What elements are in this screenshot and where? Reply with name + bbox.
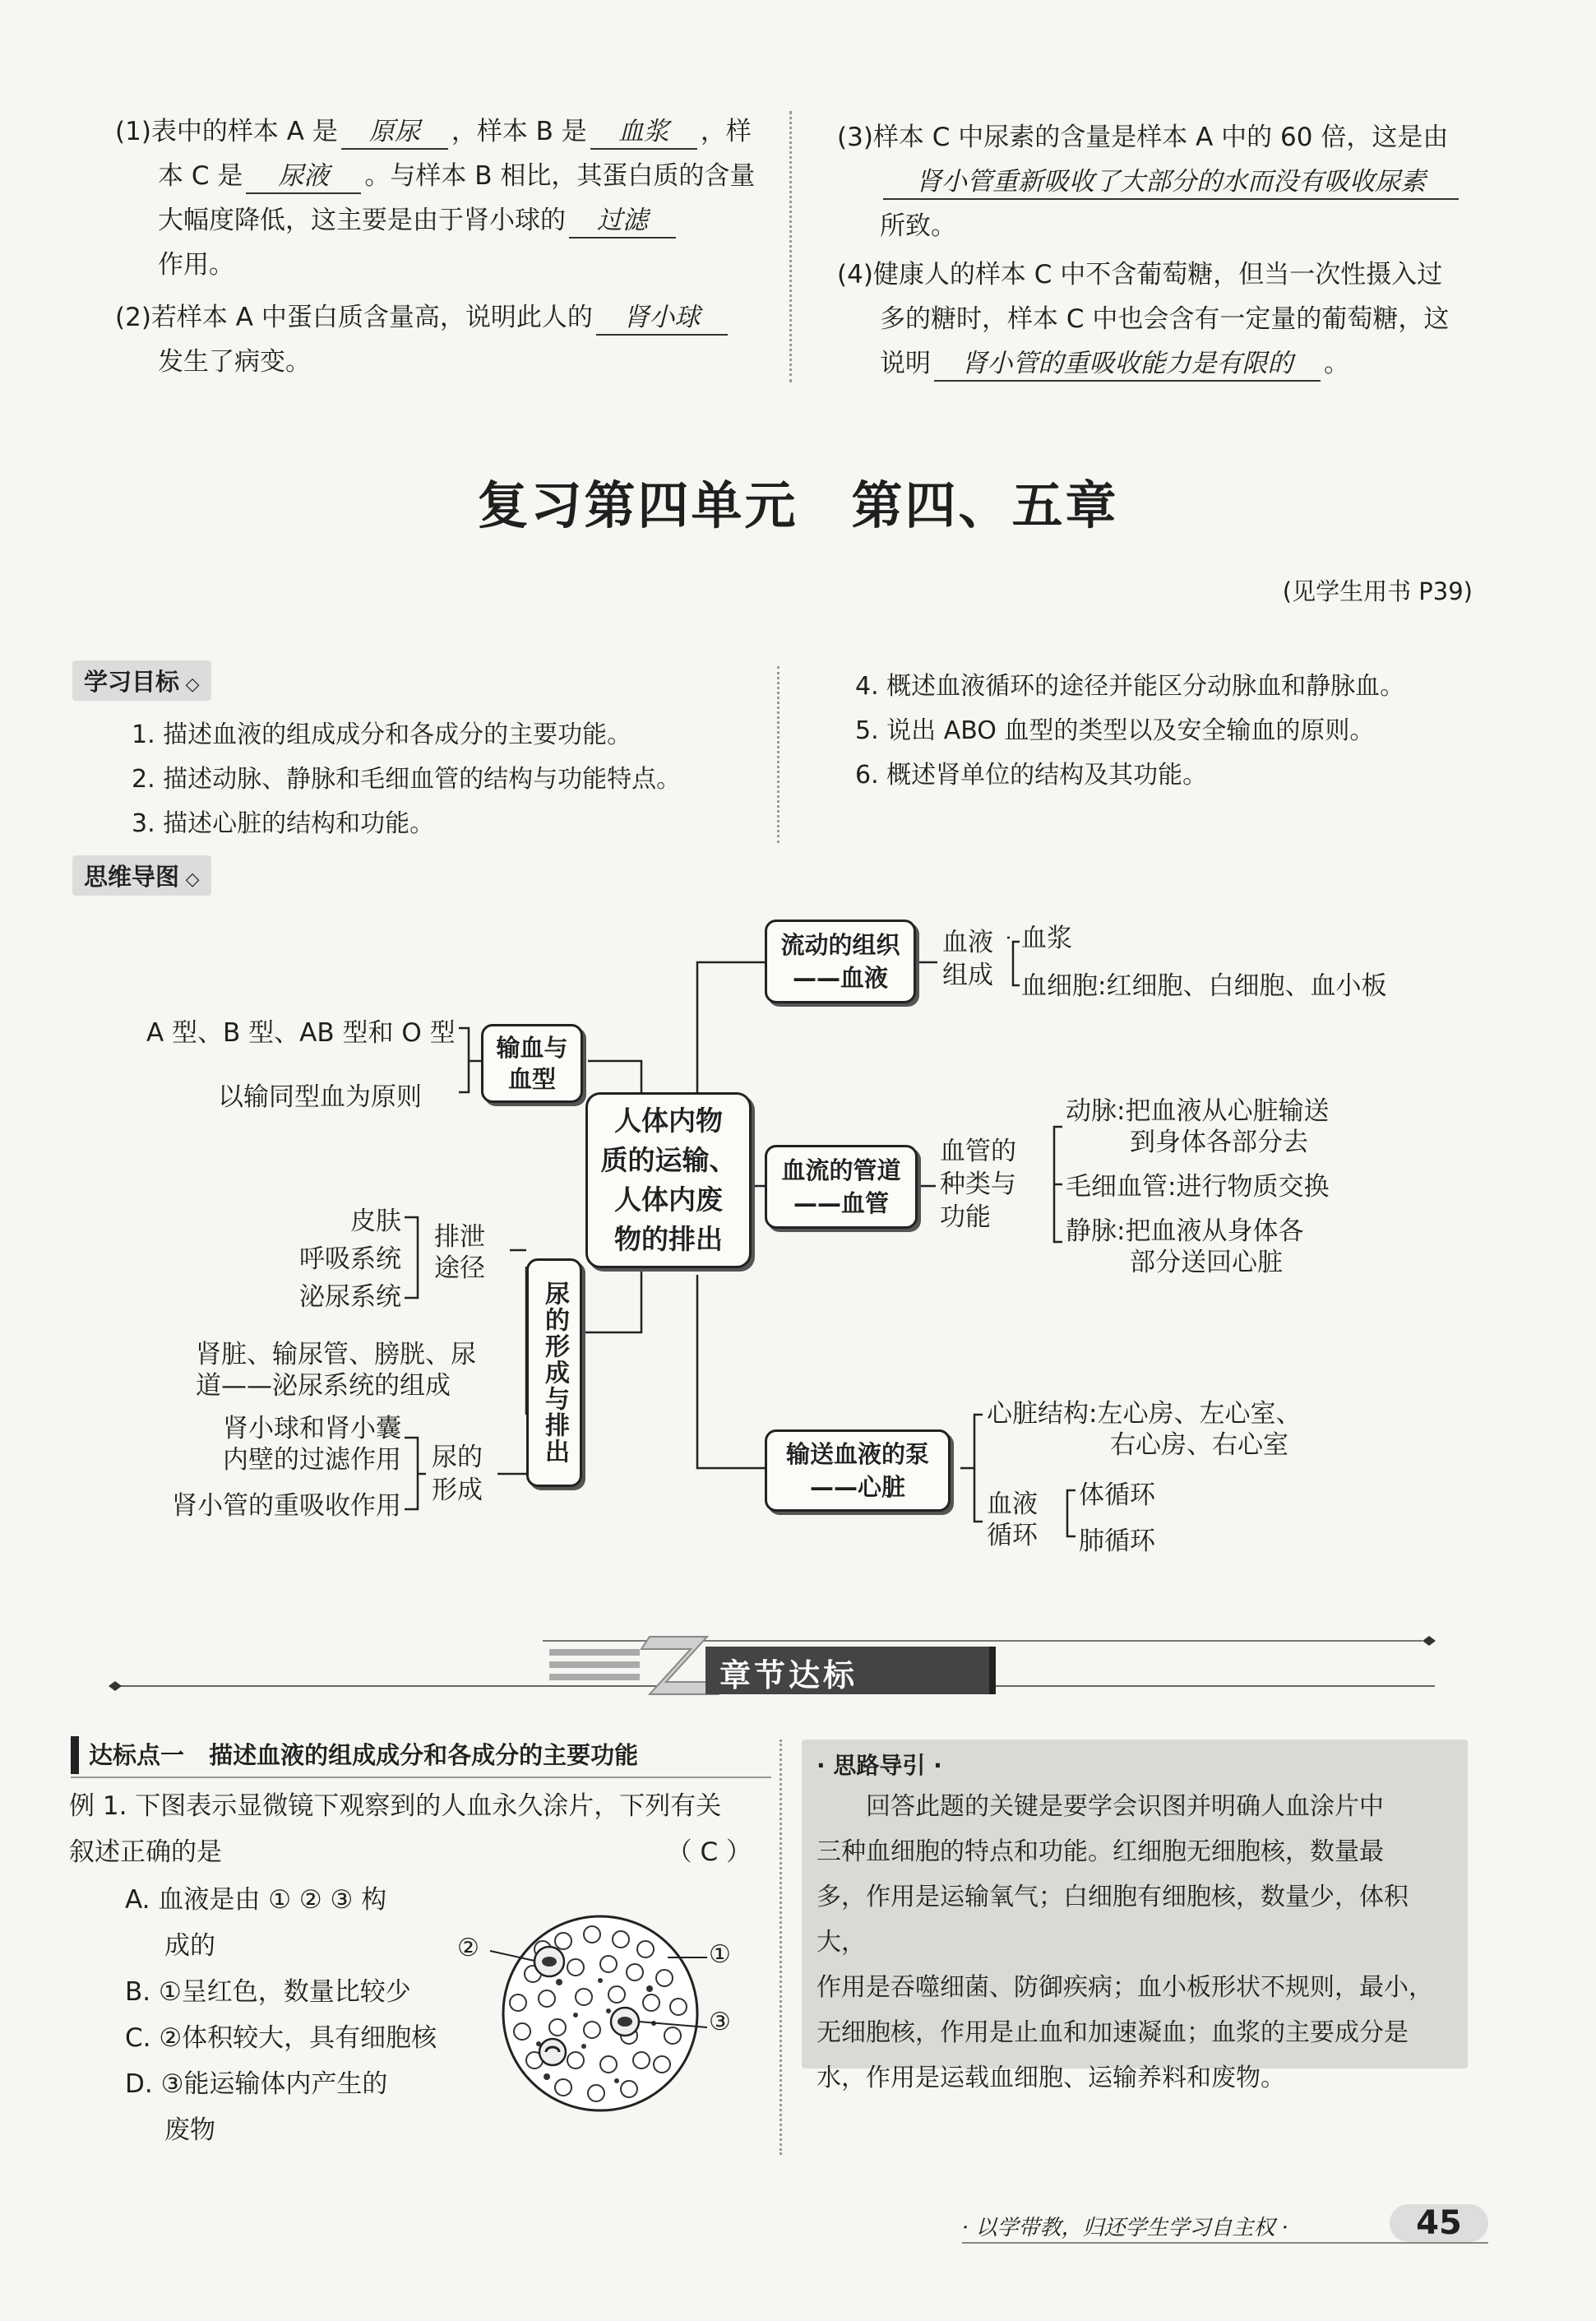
marker-1: ① xyxy=(709,1940,731,1969)
marker-3: ③ xyxy=(709,2008,731,2036)
blood-smear-figure xyxy=(460,1892,732,2138)
answer-blank: 肾小管的重吸收能力是有限的 xyxy=(934,347,1321,382)
reference-note: (见学生用书 P39) xyxy=(1282,577,1473,605)
option-b: B. ①呈红色，数量比较少 xyxy=(125,1977,411,2007)
blood-items: 血浆 血细胞:红细胞、白细胞、血小板 xyxy=(1021,924,1387,1001)
bottom-divider xyxy=(779,1740,782,2155)
page-number: 45 xyxy=(1390,2204,1488,2242)
goal-item: 3. 描述心脏的结构和功能。 xyxy=(132,809,435,838)
excretion-label: 排泄 途径 xyxy=(434,1222,485,1283)
page-title: 复习第四单元 第四、五章 xyxy=(477,475,1119,535)
example-question: 例 1. 下图表示显微镜下观察到的人血永久涂片，下列有关 叙述正确的是 （ C ） xyxy=(69,1783,752,1875)
answer-blank: 过滤 xyxy=(569,204,676,239)
mindmap-center: 人体内物 质的运输、 人体内废 物的排出 xyxy=(585,1092,752,1268)
option-a: A. 血液是由 ① ② ③ 构 成的 xyxy=(125,1885,387,1961)
point-underline xyxy=(71,1777,771,1778)
answer-blank: 原尿 xyxy=(341,115,448,150)
guide-box: · 思路导引 · 回答此题的关键是要学会识图并明确人血涂片中 三种血细胞的特点和功能。红细胞无细胞核，数量最 多，作用是运输氧气；白细胞有细胞核，数量少，体积大， 作用是吞噬细菌、防御疾病；血小板形状不规则，最小， 无细胞核，作用是止血和加速凝血；血浆的主要成分是 水，作用是运载血细胞、运输养料和废物。 xyxy=(802,1740,1468,2069)
question-3: (3)样本 C 中尿素的含量是样本 A 中的 60 倍，这是由 肾小管重新吸收了大部分的水而没有吸收尿素 所致。 xyxy=(837,115,1462,248)
footer-motto: · 以学带教，归还学生学习自主权 · xyxy=(962,2216,1289,2240)
blood-label: 血液 组成 xyxy=(942,928,993,990)
answer-blank: 肾小管重新吸收了大部分的水而没有吸收尿素 xyxy=(883,165,1459,200)
heart-structure: 心脏结构:左心房、左心室、 右心房、右心室 xyxy=(987,1399,1302,1460)
goal-item: 2. 描述动脉、静脉和毛细血管的结构与功能特点。 xyxy=(132,765,682,794)
urinary-composition: 肾脏、输尿管、膀胱、尿 道——泌尿系统的组成 xyxy=(196,1340,476,1401)
goal-item: 5. 说出 ABO 血型的类型以及安全输血的原则。 xyxy=(855,716,1375,745)
transfusion-box: 输血与 血型 xyxy=(481,1024,583,1103)
answer-blank: 尿液 xyxy=(246,160,361,194)
heart-label: 血液 循环 xyxy=(987,1489,1038,1550)
vessel-box: 血流的管道 ——血管 xyxy=(765,1145,918,1229)
option-d: D. ③能运输体内产生的 废物 xyxy=(125,2069,388,2145)
urine-box: 尿的形成与排出 xyxy=(526,1258,582,1487)
goal-item: 6. 概述肾单位的结构及其功能。 xyxy=(855,761,1208,790)
heart-items: 体循环 肺循环 xyxy=(1079,1480,1155,1556)
goal-item: 4. 概述血液循环的途径并能区分动脉血和静脉血。 xyxy=(855,672,1405,701)
goal-item: 1. 描述血液的组成成分和各成分的主要功能。 xyxy=(132,720,632,749)
point-label: 达标点一 xyxy=(89,1741,185,1769)
guide-title: · 思路导引 · xyxy=(817,1752,942,1779)
option-c: C. ②体积较大，具有细胞核 xyxy=(125,2023,437,2053)
transfusion-principle-text: 以输同型血为原则 xyxy=(218,1082,422,1112)
section-banner: 章节达标 xyxy=(719,1657,858,1693)
mindmap-tag: 思维导图 ◇ xyxy=(72,855,211,896)
goals-tag: 学习目标 ◇ xyxy=(72,660,211,701)
question-4: (4)健康人的样本 C 中不含葡萄糖，但当一次性摄入过 多的糖时，样本 C 中也会含有一定量的葡萄糖，这 说明 肾小管的重吸收能力是有限的 。 xyxy=(837,252,1449,386)
formation-items: 肾小球和肾小囊 内壁的过滤作用 肾小管的重吸收作用 xyxy=(172,1414,401,1521)
formation-label: 尿的 形成 xyxy=(432,1443,483,1505)
vessel-label: 血管的 种类与 功能 xyxy=(940,1137,1016,1232)
excretion-items: 皮肤 呼吸系统 泌尿系统 xyxy=(299,1207,401,1312)
answer-choice: （ C ） xyxy=(666,1837,752,1867)
footer-rule xyxy=(962,2242,1488,2244)
transfusion-type-text: A 型、B 型、AB 型和 O 型 xyxy=(146,1018,456,1048)
marker-2: ② xyxy=(457,1934,479,1962)
answer-blank: 肾小球 xyxy=(596,301,728,336)
blood-box: 流动的组织 ——血液 xyxy=(765,920,916,1003)
answer-blank: 血浆 xyxy=(590,115,697,150)
question-1: (1)表中的样本 A 是 原尿 ，样本 B 是 血浆 ，样 本 C 是 尿液 。与样本 B 相比，其蛋白质的含量 大幅度降低，这主要是由于肾小球的 过滤 作用。 xyxy=(115,117,756,280)
options xyxy=(125,1877,437,2153)
question-2: (2)若样本 A 中蛋白质含量高，说明此人的 肾小球 发生了病变。 xyxy=(115,295,731,384)
heart-box: 输送血液的泵 ——心脏 xyxy=(765,1429,951,1512)
point-title: 描述血液的组成成分和各成分的主要功能 xyxy=(209,1741,639,1769)
vessel-items: 动脉:把血液从心脏输送 到身体各部分去 毛细血管:进行物质交换 静脉:把血液从身体各 部分送回心脏 xyxy=(1066,1096,1330,1277)
point-heading xyxy=(71,1736,779,1774)
